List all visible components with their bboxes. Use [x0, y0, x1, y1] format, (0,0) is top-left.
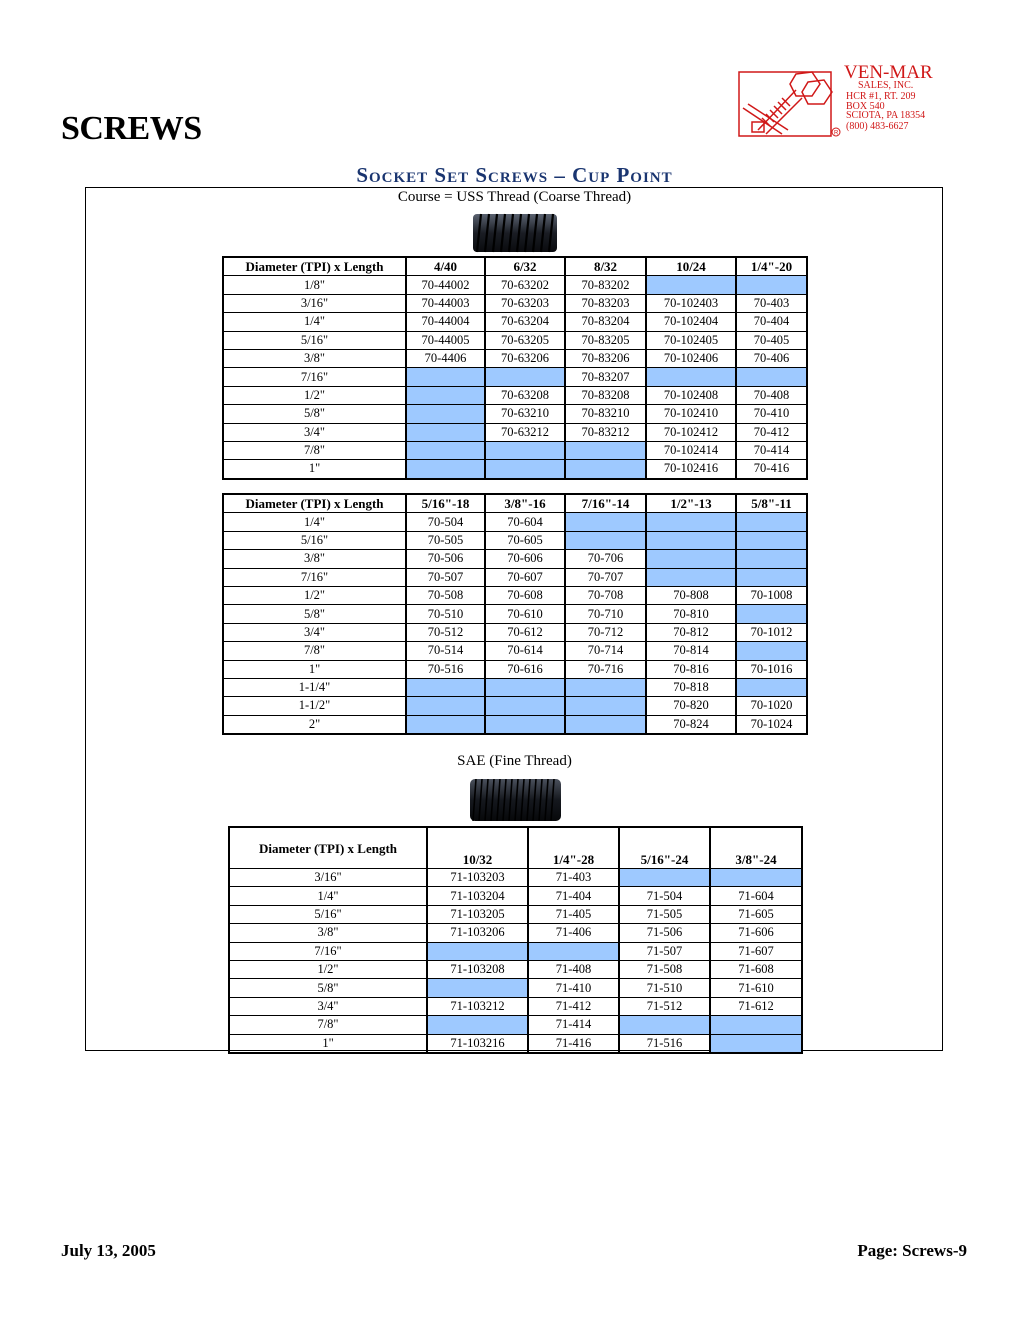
part-number-cell: 71-408	[528, 960, 619, 978]
sae-caption: SAE (Fine Thread)	[457, 753, 572, 769]
table-row	[223, 586, 807, 604]
part-number-cell: 70-810	[646, 605, 736, 623]
part-number-cell: 71-103205	[427, 905, 528, 923]
unavailable-cell	[646, 513, 736, 531]
table-row	[223, 368, 807, 386]
part-number-cell: 70-102410	[646, 405, 736, 423]
part-number-cell: 70-812	[646, 623, 736, 641]
part-number-cell: 70-63208	[485, 386, 565, 404]
unavailable-cell	[736, 642, 807, 660]
part-number-cell: 70-102412	[646, 423, 736, 441]
part-number-cell: 70-102414	[646, 441, 736, 459]
unavailable-cell	[406, 386, 485, 404]
part-number-cell: 70-410	[736, 405, 807, 423]
part-number-cell: 70-818	[646, 678, 736, 696]
size-cell: 1/2"	[223, 586, 406, 604]
unavailable-cell	[565, 715, 646, 734]
size-cell: 7/16"	[223, 368, 406, 386]
part-number-cell: 70-63203	[485, 294, 565, 312]
unavailable-cell	[565, 460, 646, 479]
part-number-cell: 71-410	[528, 979, 619, 997]
size-cell: 1/2"	[229, 960, 427, 978]
column-header: 10/32	[427, 827, 528, 869]
size-cell: 1/4"	[229, 887, 427, 905]
table-row	[223, 276, 807, 294]
part-number-cell: 70-514	[406, 642, 485, 660]
part-number-cell: 70-63204	[485, 313, 565, 331]
footer-date: July 13, 2005	[61, 1241, 156, 1260]
part-number-cell: 70-63202	[485, 276, 565, 294]
unavailable-cell	[646, 276, 736, 294]
logo-brand-name: VEN-MAR	[844, 62, 933, 83]
table-row	[223, 513, 807, 531]
part-number-cell: 71-103203	[427, 869, 528, 887]
column-header: 3/8"-16	[485, 494, 565, 513]
part-number-cell: 70-1024	[736, 715, 807, 734]
uss-large-table	[222, 493, 808, 735]
part-number-cell: 70-510	[406, 605, 485, 623]
part-number-cell: 70-508	[406, 586, 485, 604]
logo-line: BOX 540	[846, 101, 885, 112]
size-cell: 7/8"	[223, 642, 406, 660]
unavailable-cell	[646, 368, 736, 386]
table-row	[229, 905, 802, 923]
table-row	[223, 405, 807, 423]
column-header: 5/16"-18	[406, 494, 485, 513]
part-number-cell: 70-707	[565, 568, 646, 586]
unavailable-cell	[736, 678, 807, 696]
part-number-cell: 70-507	[406, 568, 485, 586]
table-row	[223, 642, 807, 660]
size-cell: 5/16"	[229, 905, 427, 923]
part-number-cell: 70-516	[406, 660, 485, 678]
part-number-cell: 71-403	[528, 869, 619, 887]
part-number-cell: 70-44004	[406, 313, 485, 331]
unavailable-cell	[427, 942, 528, 960]
part-number-cell: 70-404	[736, 313, 807, 331]
part-number-cell: 70-414	[736, 441, 807, 459]
bolt-logo-icon	[738, 68, 842, 140]
unavailable-cell	[736, 368, 807, 386]
part-number-cell: 70-102405	[646, 331, 736, 349]
size-cell: 3/16"	[229, 869, 427, 887]
unavailable-cell	[427, 1016, 528, 1034]
column-header: 7/16"-14	[565, 494, 646, 513]
part-number-cell: 71-416	[528, 1034, 619, 1053]
unavailable-cell	[485, 441, 565, 459]
size-cell: 1"	[223, 460, 406, 479]
table-row	[229, 997, 802, 1015]
part-number-cell: 70-1020	[736, 697, 807, 715]
unavailable-cell	[565, 697, 646, 715]
table-row	[229, 979, 802, 997]
size-cell: 3/4"	[223, 623, 406, 641]
set-screw-fine-image	[468, 775, 563, 825]
size-cell: 1"	[229, 1034, 427, 1053]
table-row	[223, 623, 807, 641]
part-number-cell: 71-608	[710, 960, 802, 978]
part-number-cell: 70-616	[485, 660, 565, 678]
table-row	[223, 678, 807, 696]
part-number-cell: 70-612	[485, 623, 565, 641]
part-number-cell: 70-814	[646, 642, 736, 660]
part-number-cell: 70-416	[736, 460, 807, 479]
part-number-cell: 70-614	[485, 642, 565, 660]
set-screw-coarse-image	[471, 210, 559, 256]
part-number-cell: 70-1016	[736, 660, 807, 678]
unavailable-cell	[646, 550, 736, 568]
part-number-cell: 70-83210	[565, 405, 646, 423]
size-cell: 3/4"	[223, 423, 406, 441]
unavailable-cell	[736, 531, 807, 549]
unavailable-cell	[565, 531, 646, 549]
table-row	[223, 331, 807, 349]
part-number-cell: 71-505	[619, 905, 710, 923]
unavailable-cell	[565, 441, 646, 459]
part-number-cell: 70-102408	[646, 386, 736, 404]
part-number-cell: 71-103212	[427, 997, 528, 1015]
table-row	[229, 1016, 802, 1034]
part-number-cell: 70-102403	[646, 294, 736, 312]
table-row	[223, 386, 807, 404]
part-number-cell: 70-102416	[646, 460, 736, 479]
logo-line: (800) 483-6627	[846, 121, 909, 132]
column-header: 1/4"-20	[736, 257, 807, 276]
part-number-cell: 70-406	[736, 349, 807, 367]
part-number-cell: 71-414	[528, 1016, 619, 1034]
unavailable-cell	[619, 869, 710, 887]
size-cell: 3/8"	[229, 924, 427, 942]
unavailable-cell	[406, 405, 485, 423]
unavailable-cell	[736, 568, 807, 586]
logo-line: SALES, INC.	[858, 80, 914, 91]
table-row	[223, 294, 807, 312]
column-header: 1/4"-28	[528, 827, 619, 869]
unavailable-cell	[710, 869, 802, 887]
table-row	[223, 531, 807, 549]
logo-line: SCIOTA, PA 18354	[846, 110, 926, 121]
section-heading: Socket Set Screws – Cup Point	[356, 163, 673, 187]
part-number-cell: 70-506	[406, 550, 485, 568]
part-number-cell: 70-608	[485, 586, 565, 604]
part-number-cell: 70-716	[565, 660, 646, 678]
part-number-cell: 71-610	[710, 979, 802, 997]
part-number-cell: 71-412	[528, 997, 619, 1015]
svg-text:R: R	[834, 130, 839, 137]
unavailable-cell	[485, 715, 565, 734]
part-number-cell: 71-607	[710, 942, 802, 960]
part-number-cell: 70-83202	[565, 276, 646, 294]
unavailable-cell	[736, 276, 807, 294]
column-header: 5/16"-24	[619, 827, 710, 869]
table-row	[223, 460, 807, 479]
table-row	[229, 1034, 802, 1053]
part-number-cell: 70-412	[736, 423, 807, 441]
part-number-cell: 70-44002	[406, 276, 485, 294]
part-number-cell: 70-403	[736, 294, 807, 312]
unavailable-cell	[736, 513, 807, 531]
part-number-cell: 70-63212	[485, 423, 565, 441]
part-number-cell: 71-604	[710, 887, 802, 905]
part-number-cell: 70-83203	[565, 294, 646, 312]
unavailable-cell	[736, 550, 807, 568]
table-row	[229, 887, 802, 905]
table-row	[223, 349, 807, 367]
unavailable-cell	[485, 368, 565, 386]
part-number-cell: 70-44005	[406, 331, 485, 349]
table-row	[229, 960, 802, 978]
logo-line: HCR #1, RT. 209	[846, 91, 916, 102]
part-number-cell: 70-808	[646, 586, 736, 604]
part-number-cell: 70-605	[485, 531, 565, 549]
size-cell: 5/16"	[223, 331, 406, 349]
table-header-row	[223, 257, 807, 276]
sae-table	[228, 826, 803, 1054]
part-number-cell: 70-712	[565, 623, 646, 641]
table-row	[229, 869, 802, 887]
column-header: 5/8"-11	[736, 494, 807, 513]
part-number-cell: 71-512	[619, 997, 710, 1015]
size-cell: 1-1/2"	[223, 697, 406, 715]
part-number-cell: 71-103204	[427, 887, 528, 905]
table-row	[223, 568, 807, 586]
unavailable-cell	[710, 1016, 802, 1034]
part-number-cell: 71-103206	[427, 924, 528, 942]
size-cell: 1-1/4"	[223, 678, 406, 696]
table-header-row	[229, 827, 802, 869]
unavailable-cell	[646, 531, 736, 549]
unavailable-cell	[646, 568, 736, 586]
unavailable-cell	[565, 513, 646, 531]
part-number-cell: 70-44003	[406, 294, 485, 312]
table-row	[223, 697, 807, 715]
part-number-cell: 70-504	[406, 513, 485, 531]
table-row	[223, 715, 807, 734]
part-number-cell: 70-706	[565, 550, 646, 568]
part-number-cell: 70-102404	[646, 313, 736, 331]
company-logo	[738, 62, 960, 138]
size-cell: 5/8"	[229, 979, 427, 997]
part-number-cell: 71-406	[528, 924, 619, 942]
part-number-cell: 71-606	[710, 924, 802, 942]
part-number-cell: 70-610	[485, 605, 565, 623]
size-cell: 7/8"	[229, 1016, 427, 1034]
part-number-cell: 70-607	[485, 568, 565, 586]
column-header: 8/32	[565, 257, 646, 276]
unavailable-cell	[406, 678, 485, 696]
column-header: 3/8"-24	[710, 827, 802, 869]
part-number-cell: 70-606	[485, 550, 565, 568]
unavailable-cell	[406, 368, 485, 386]
table-row	[223, 660, 807, 678]
part-number-cell: 70-83206	[565, 349, 646, 367]
part-number-cell: 70-1012	[736, 623, 807, 641]
part-number-cell: 70-63210	[485, 405, 565, 423]
size-cell: 3/16"	[223, 294, 406, 312]
page-title: SCREWS	[61, 110, 202, 147]
size-cell: 3/8"	[223, 550, 406, 568]
column-header: 10/24	[646, 257, 736, 276]
column-header: Diameter (TPI) x Length	[223, 494, 406, 513]
part-number-cell: 71-507	[619, 942, 710, 960]
part-number-cell: 70-63206	[485, 349, 565, 367]
part-number-cell: 71-605	[710, 905, 802, 923]
size-cell: 1/8"	[223, 276, 406, 294]
size-cell: 3/4"	[229, 997, 427, 1015]
unavailable-cell	[528, 942, 619, 960]
part-number-cell: 71-508	[619, 960, 710, 978]
part-number-cell: 70-4406	[406, 349, 485, 367]
part-number-cell: 70-408	[736, 386, 807, 404]
table-row	[223, 313, 807, 331]
part-number-cell: 70-1008	[736, 586, 807, 604]
part-number-cell: 70-102406	[646, 349, 736, 367]
size-cell: 5/8"	[223, 405, 406, 423]
part-number-cell: 71-103208	[427, 960, 528, 978]
part-number-cell: 70-708	[565, 586, 646, 604]
unavailable-cell	[736, 605, 807, 623]
part-number-cell: 71-516	[619, 1034, 710, 1053]
column-header: Diameter (TPI) x Length	[229, 827, 427, 869]
footer-page-number: Page: Screws-9	[857, 1241, 967, 1260]
column-header: 6/32	[485, 257, 565, 276]
size-cell: 7/16"	[229, 942, 427, 960]
part-number-cell: 71-405	[528, 905, 619, 923]
size-cell: 5/8"	[223, 605, 406, 623]
table-header-row	[223, 494, 807, 513]
unavailable-cell	[406, 460, 485, 479]
unavailable-cell	[485, 678, 565, 696]
part-number-cell: 70-83207	[565, 368, 646, 386]
part-number-cell: 71-103216	[427, 1034, 528, 1053]
part-number-cell: 70-83204	[565, 313, 646, 331]
unavailable-cell	[485, 460, 565, 479]
part-number-cell: 70-710	[565, 605, 646, 623]
column-header: 4/40	[406, 257, 485, 276]
table-row	[223, 423, 807, 441]
unavailable-cell	[485, 697, 565, 715]
uss-small-table	[222, 256, 808, 480]
unavailable-cell	[565, 678, 646, 696]
size-cell: 1/2"	[223, 386, 406, 404]
unavailable-cell	[427, 979, 528, 997]
part-number-cell: 70-405	[736, 331, 807, 349]
table-row	[229, 942, 802, 960]
part-number-cell: 71-510	[619, 979, 710, 997]
table-row	[223, 605, 807, 623]
uss-caption: Course = USS Thread (Coarse Thread)	[397, 189, 632, 205]
part-number-cell: 70-83208	[565, 386, 646, 404]
part-number-cell: 71-504	[619, 887, 710, 905]
unavailable-cell	[619, 1016, 710, 1034]
part-number-cell: 71-506	[619, 924, 710, 942]
unavailable-cell	[406, 715, 485, 734]
table-row	[229, 924, 802, 942]
size-cell: 2"	[223, 715, 406, 734]
part-number-cell: 71-612	[710, 997, 802, 1015]
part-number-cell: 70-816	[646, 660, 736, 678]
column-header: Diameter (TPI) x Length	[223, 257, 406, 276]
part-number-cell: 70-824	[646, 715, 736, 734]
size-cell: 1"	[223, 660, 406, 678]
part-number-cell: 70-83212	[565, 423, 646, 441]
unavailable-cell	[406, 697, 485, 715]
part-number-cell: 70-63205	[485, 331, 565, 349]
size-cell: 3/8"	[223, 349, 406, 367]
column-header: 1/2"-13	[646, 494, 736, 513]
table-row	[223, 550, 807, 568]
part-number-cell: 71-404	[528, 887, 619, 905]
size-cell: 7/8"	[223, 441, 406, 459]
size-cell: 5/16"	[223, 531, 406, 549]
size-cell: 1/4"	[223, 313, 406, 331]
unavailable-cell	[406, 423, 485, 441]
part-number-cell: 70-604	[485, 513, 565, 531]
part-number-cell: 70-505	[406, 531, 485, 549]
part-number-cell: 70-512	[406, 623, 485, 641]
unavailable-cell	[710, 1034, 802, 1053]
part-number-cell: 70-83205	[565, 331, 646, 349]
part-number-cell: 70-820	[646, 697, 736, 715]
table-row	[223, 441, 807, 459]
part-number-cell: 70-714	[565, 642, 646, 660]
size-cell: 1/4"	[223, 513, 406, 531]
size-cell: 7/16"	[223, 568, 406, 586]
unavailable-cell	[406, 441, 485, 459]
